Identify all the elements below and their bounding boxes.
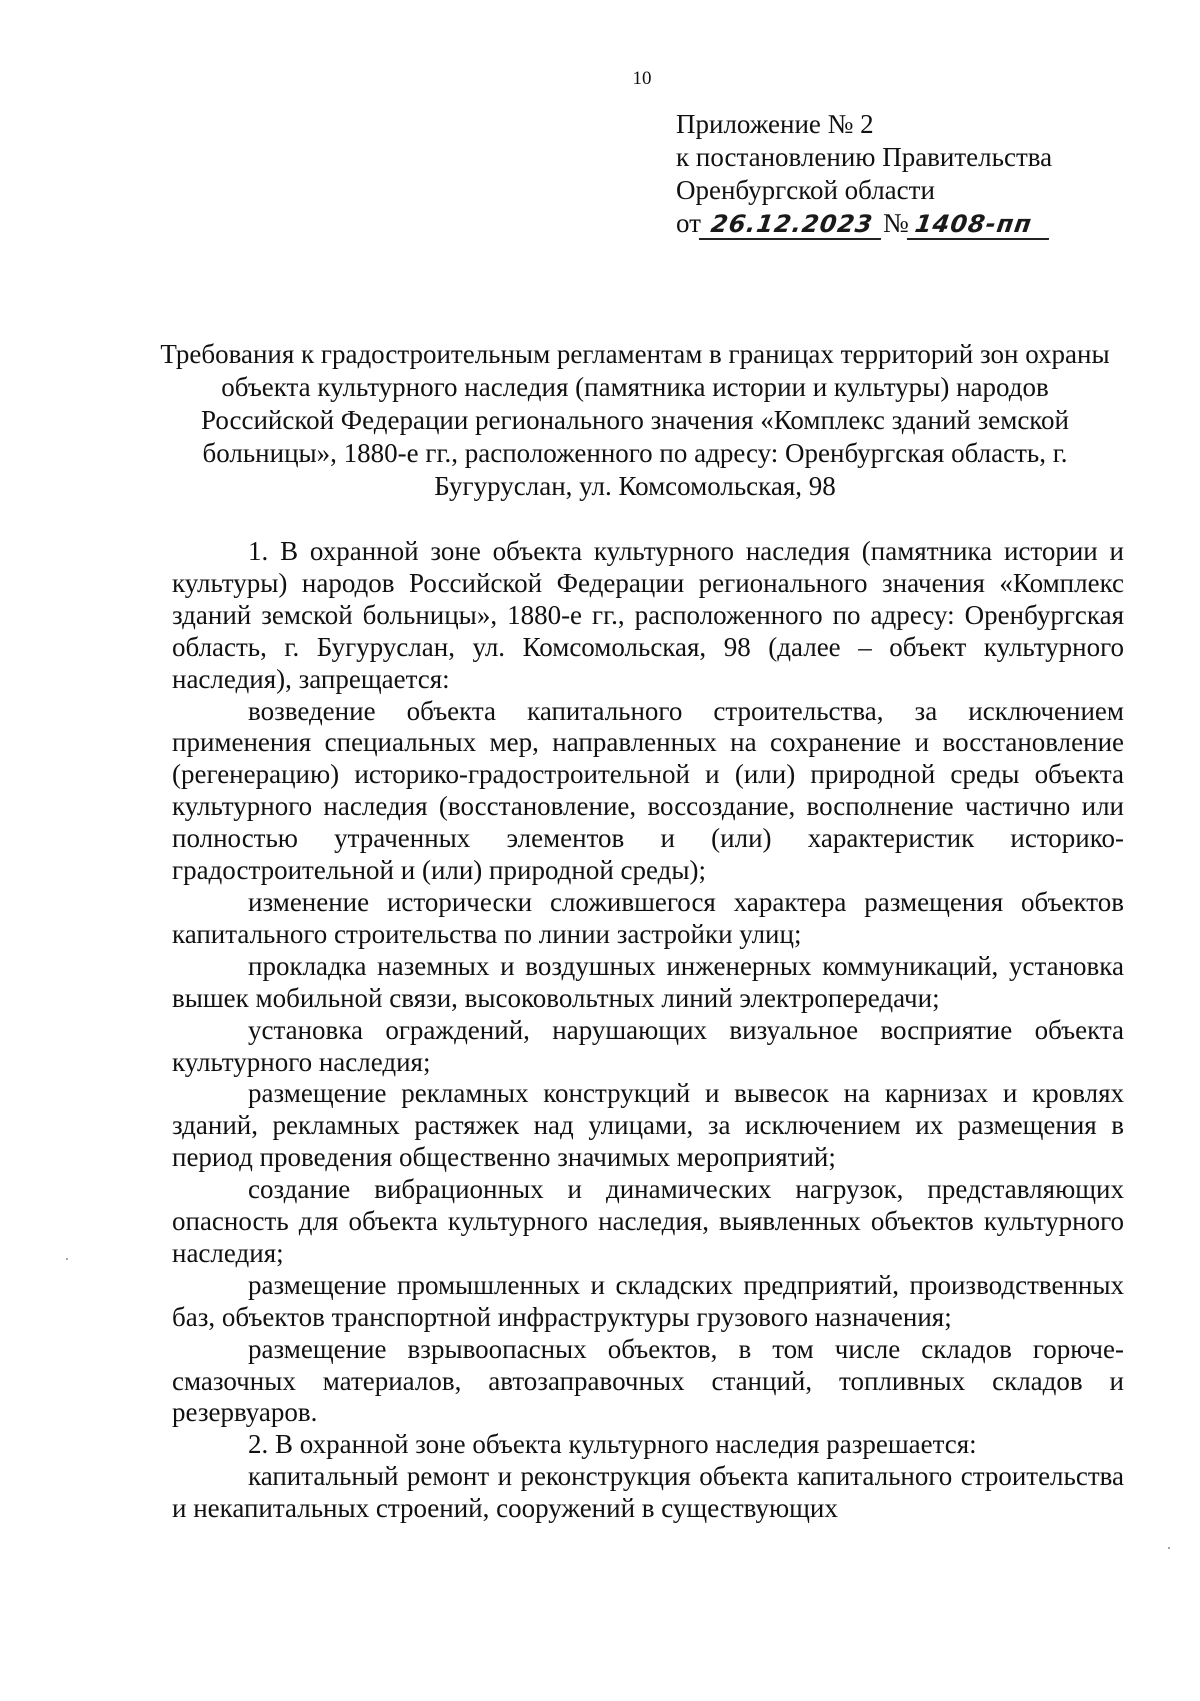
annex-line-3: Оренбургской области <box>676 175 935 205</box>
paragraph: капитальный ремонт и реконструкция объекта капитального строительства и некапитальных строений, сооружений в существующих <box>172 1461 1124 1524</box>
paragraph: возведение объекта капитального строительства, за исключением применения специальных мер, направленных на сохранение и восстановление (регенерацию) историко-градостроительной и (или) природной среды объекта культурного наследия (восстановление, воссоздание, восполнение частично или полностью утраченных элементов и (или) характеристик историко-градостроительной и (или) природной среды); <box>172 695 1124 886</box>
document-body <box>172 536 1124 1525</box>
annex-date-line <box>676 207 1052 241</box>
annex-line-1: Приложение № 2 <box>676 109 874 139</box>
annex-header <box>676 108 1052 241</box>
paragraph: установка ограждений, нарушающих визуальное восприятие объекта культурного наследия; <box>172 1014 1124 1077</box>
paragraph: создание вибрационных и динамических нагрузок, представляющих опасность для объекта культурного наследия, выявленных объектов культурного наследия; <box>172 1174 1124 1268</box>
handwritten-number: 1408-пп <box>906 208 1053 241</box>
handwritten-date: 26.12.2023 <box>699 208 886 241</box>
document-title: Требования к градостроительным регламентам в границах территорий зон охраны объекта культурного наследия (памятника истории и культуры) народов Российской Федерации регионального значения «Комплекс зданий земской больницы», 1880-е гг., расположенного по адресу: Оренбургская область, г. Бугуруслан, ул. Комсомольская, 98 <box>160 339 1110 501</box>
scan-speck <box>1168 1547 1170 1549</box>
date-prefix: от <box>676 208 701 238</box>
page-number: 10 <box>632 68 652 89</box>
paragraph: размещение рекламных конструкций и вывесок на карнизах и кровлях зданий, рекламных растяжек над улицами, за исключением их размещения в период проведения общественно значимых мероприятий; <box>172 1078 1124 1173</box>
paragraph: 2. В охранной зоне объекта культурного наследия разрешается: <box>248 1429 977 1460</box>
annex-line-2: к постановлению Правительства <box>676 142 1053 172</box>
paragraph: изменение исторически сложившегося характера размещения объектов капитального строительства по линии застройки улиц; <box>172 886 1124 949</box>
scan-speck <box>66 1258 68 1260</box>
paragraph: размещение взрывоопасных объектов, в том числе складов горюче-смазочных материалов, автозаправочных станций, топливных складов и резервуаров. <box>172 1333 1124 1428</box>
paragraph: прокладка наземных и воздушных инженерных коммуникаций, установка вышек мобильной связи, высоковольтных линий электропередачи; <box>172 950 1124 1013</box>
paragraph: 1. В охранной зоне объекта культурного наследия (памятника истории и культуры) народов Российской Федерации регионального значения «Комплекс зданий земской больницы», 1880-е гг., расположенного по адресу: Оренбургская область, г. Бугуруслан, ул. Комсомольская, 98 (далее – объект культурного наследия), запрещается: <box>172 536 1124 694</box>
paragraph: размещение промышленных и складских предприятий, производственных баз, объектов транспортной инфраструктуры грузового назначения; <box>172 1269 1124 1332</box>
number-prefix: № <box>882 208 909 238</box>
